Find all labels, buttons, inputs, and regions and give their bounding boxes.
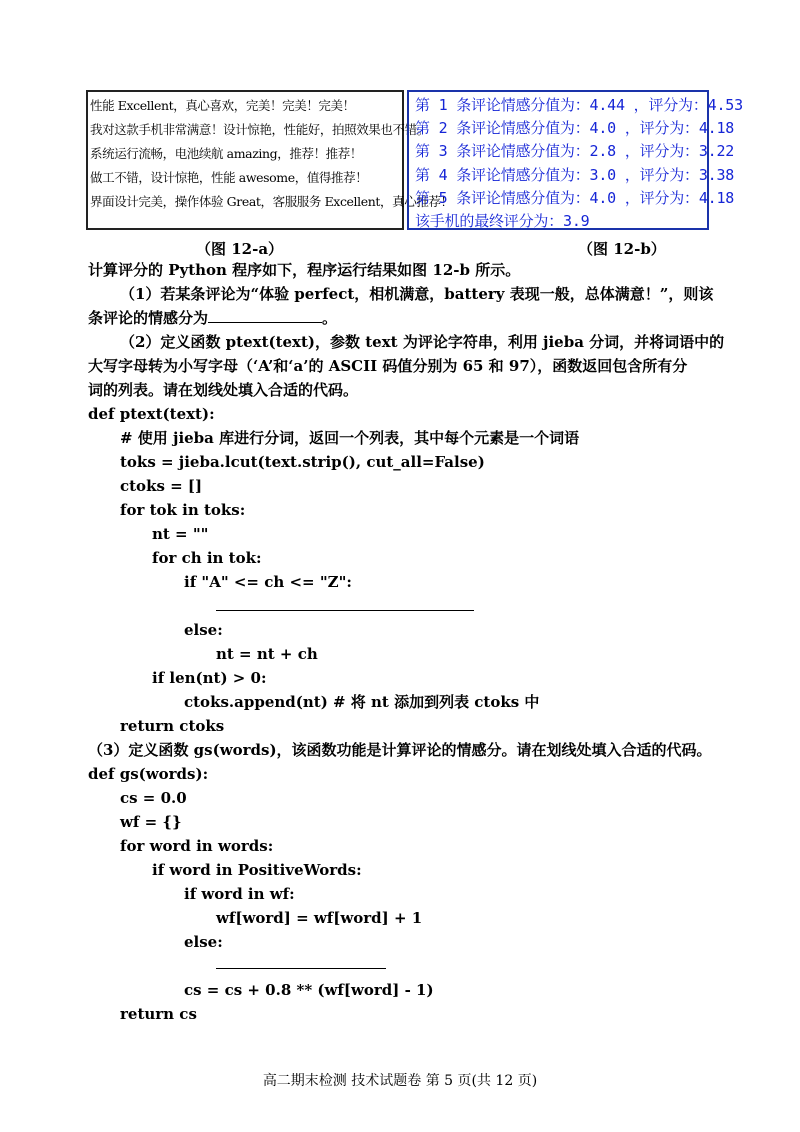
code-line: nt = nt + ch (216, 645, 318, 663)
code-line: if word in PositiveWords: (152, 861, 362, 879)
code-line: wf = {} (120, 813, 182, 831)
code-line: else: (184, 621, 223, 639)
code-comment: # 使用 jieba 库进行分词，返回一个列表，其中每个元素是一个词语 (120, 429, 580, 447)
code-line: return cs (120, 1005, 197, 1023)
figure-12a-reviews (86, 90, 453, 230)
q1-line1: （1）若某条评论为“体验 perfect，相机满意，battery 表现一般，总体满意！”，则该 (120, 285, 714, 303)
review-line: 系统运行流畅，电池续航 amazing，推荐！推荐！ (90, 146, 362, 161)
intro-text: 计算评分的 Python 程序如下，程序运行结果如图 12-b 所示。 (88, 261, 521, 279)
q2-line3: 词的列表。请在划线处填入合适的代码。 (88, 381, 359, 399)
output-line: 第 5 条评论情感分值为：4.0 ，评分为：4.18 (415, 188, 735, 207)
code-line: if len(nt) > 0: (152, 669, 267, 687)
code-line: for ch in tok: (152, 549, 262, 567)
code-line: cs = cs + 0.8 ** (wf[word] - 1) (184, 981, 434, 999)
q2-answer-blank[interactable] (216, 610, 474, 611)
figure-12b-caption: （图 12-b） (578, 240, 666, 258)
review-line: 界面设计完美，操作体验 Great，客服服务 Excellent，真心推荐！ (90, 194, 453, 209)
code-line: if "A" <= ch <= "Z": (184, 573, 352, 591)
code-line: toks = jieba.lcut(text.strip(), cut_all=False) (120, 453, 485, 471)
q3-line1: （3）定义函数 gs(words)，该函数功能是计算评论的情感分。请在划线处填入合适的代码。 (88, 741, 712, 759)
output-line: 该手机的最终评分为：3.9 (415, 212, 590, 231)
code-line: return ctoks (120, 717, 225, 735)
review-line: 做工不错，设计惊艳，性能 awesome，值得推荐！ (90, 170, 368, 185)
figure-12b-output (407, 90, 743, 231)
code-line: else: (184, 933, 223, 951)
code-line: def ptext(text): (88, 405, 215, 423)
q1-suffix: 。 (322, 309, 338, 327)
code-line: if word in wf: (184, 885, 295, 903)
output-line: 第 3 条评论情感分值为：2.8 ，评分为：3.22 (415, 142, 735, 161)
q2-line1: （2）定义函数 ptext(text)，参数 text 为评论字符串，利用 jieba 分词，并将词语中的 (120, 333, 725, 351)
q3-answer-blank[interactable] (216, 968, 386, 969)
review-line: 性能 Excellent，真心喜欢，完美！完美！完美！ (90, 98, 355, 113)
code-line: nt = "" (152, 525, 209, 543)
q1-answer-blank[interactable] (208, 308, 322, 323)
code-line: cs = 0.0 (120, 789, 187, 807)
q1-prefix: 条评论的情感分为 (88, 309, 209, 327)
review-line: 我对这款手机非常满意！设计惊艳，性能好，拍照效果也不错。 (90, 122, 429, 137)
output-line: 第 4 条评论情感分值为：3.0 ，评分为：3.38 (415, 165, 735, 184)
code-line: ctoks = [] (120, 477, 203, 495)
code-line: def gs(words): (88, 765, 209, 783)
code-line: for word in words: (120, 837, 274, 855)
code-line: ctoks.append(nt) # 将 nt 添加到列表 ctoks 中 (184, 693, 540, 711)
q2-line2: 大写字母转为小写字母（‘A’和‘a’的 ASCII 码值分别为 65 和 97），函数返回包含所有分 (88, 357, 688, 375)
output-line: 第 1 条评论情感分值为：4.44 ，评分为：4.53 (415, 96, 743, 114)
output-line: 第 2 条评论情感分值为：4.0 ，评分为：4.18 (415, 119, 735, 138)
figure-12a-caption: （图 12-a） (196, 240, 284, 258)
q1-line2 (88, 308, 337, 328)
code-line: for tok in toks: (120, 501, 246, 519)
code-line: wf[word] = wf[word] + 1 (216, 909, 423, 927)
page-footer: 高二期末检测 技术试题卷 第 5 页(共 12 页) (262, 1073, 538, 1089)
